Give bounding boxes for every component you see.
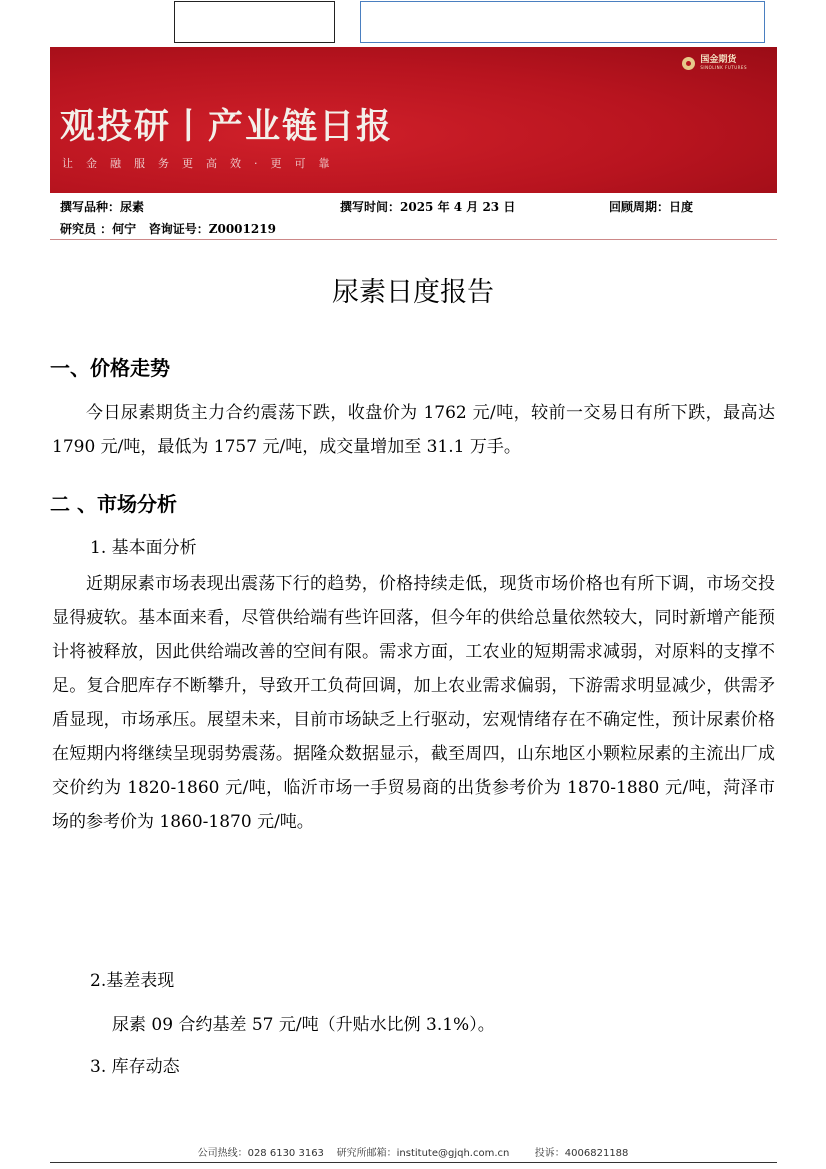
report-banner — [50, 47, 777, 193]
price-paragraph: 今日尿素期货主力合约震荡下跌，收盘价为 1762 元/吨，较前一交易日有所下跌，最高达 1790 元/吨，最低为 1757 元/吨，成交量增加至 31.1 万手。 — [52, 403, 775, 457]
meta-variety: 撰写品种：尿素 — [60, 200, 145, 214]
page-footer: 公司热线：028 6130 3163 研究所邮箱：institute@gjqh.com.cn 投诉：4006821188 — [197, 1148, 629, 1159]
meta-time: 撰写时间：2025 年 4 月 23 日 — [340, 200, 516, 214]
header-box-left — [174, 1, 335, 43]
subheading-basis: 2.基差表现 — [90, 971, 175, 991]
basis-paragraph: 尿素 09 合约基差 57 元/吨（升贴水比例 3.1%）。 — [112, 1015, 495, 1035]
footer-divider — [50, 1162, 777, 1163]
logo-name: 国金期货 — [700, 55, 737, 65]
logo-english: SINOLINK FUTURES — [700, 65, 747, 70]
meta-researcher: 研究员 ：何宁 咨询证号：Z0001219 — [60, 222, 276, 236]
logo-icon — [682, 57, 695, 70]
header-box-right — [360, 1, 765, 43]
subheading-inventory: 3. 库存动态 — [90, 1057, 180, 1077]
section-heading-price: 一、价格走势 — [50, 356, 170, 380]
subheading-fundamentals: 1. 基本面分析 — [90, 538, 197, 558]
header-divider — [50, 239, 777, 240]
meta-period: 回顾周期：日度 — [609, 200, 694, 214]
fundamentals-paragraph: 近期尿素市场表现出震荡下行的趋势，价格持续走低，现货市场价格也有所下调，市场交投显得疲软。基本面来看，尽管供给端有些许回落，但今年的供给总量依然较大，同时新增产能预计将被释放，因此供给端改善的空间有限。需求方面，工农业的短期需求减弱，对原料的支撑不足。复合肥库存不断攀升，导致开工负荷回调，加上农业需求偏弱，下游需求明显减少，供需矛盾显现，市场承压。展望未来，目前市场缺乏上行驱动，宏观情绪存在不确定性，预计尿素价格在短期内将继续呈现弱势震荡。据隆众数据显示，截至周四，山东地区小颗粒尿素的主流出厂成交价约为 1820-1860 元/吨，临沂市场一手贸易商的出货参考价为 1870-1880 元/吨，菏泽市场的参考价为 1860-1870 元/吨。 — [52, 574, 775, 832]
document-title: 尿素日度报告 — [332, 277, 494, 308]
banner-slogan: 让金融服务更高效·更可靠 — [62, 157, 343, 170]
company-logo — [682, 56, 747, 70]
banner-title: 观投研丨产业链日报 — [60, 107, 394, 147]
section-heading-market: 二 、市场分析 — [50, 492, 177, 516]
